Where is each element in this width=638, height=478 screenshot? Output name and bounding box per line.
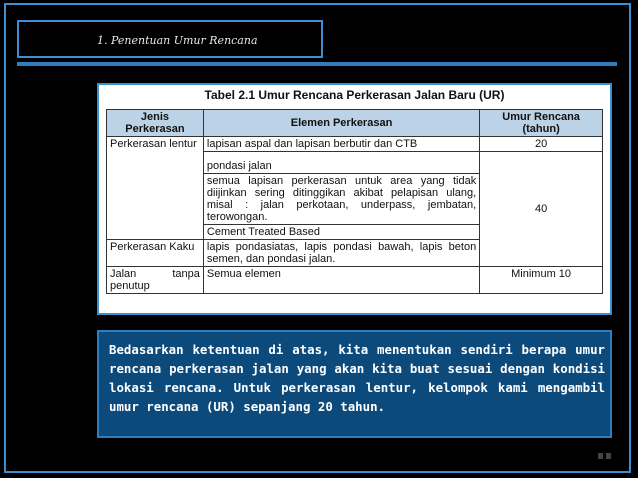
conclusion-panel [97, 330, 612, 438]
cell-umur: 20 [480, 137, 603, 152]
cell-umur: 40 [480, 152, 603, 267]
table-caption: Tabel 2.1 Umur Rencana Perkerasan Jalan Baru (UR) [204, 88, 505, 102]
slide-title: 1. Penentuan Umur Rencana [97, 34, 258, 47]
cell-elemen: pondasi jalan [203, 152, 479, 174]
cell-elemen: lapis pondasiatas, lapis pondasi bawah, lapis beton semen, dan pondasi jalan. [203, 240, 479, 267]
umur-rencana-table [106, 109, 603, 294]
header-umur: Umur Rencana (tahun) [480, 110, 603, 137]
title-divider [17, 62, 617, 66]
header-jenis: Jenis Perkerasan [107, 110, 204, 137]
cell-elemen: Semua elemen [203, 267, 479, 294]
conclusion-paragraph: Bedasarkan ketentuan di atas, kita menentukan sendiri berapa umur rencana perkerasan jalan yang akan kita buat sesuai dengan kondisi lokasi rencana. Untuk perkerasan lentur, kelompok kami mengambil umur rencana (UR) sepanjang 20 tahun. [109, 342, 605, 414]
cell-umur: Minimum 10 [480, 267, 603, 294]
table-header-row [107, 110, 603, 137]
table-image [97, 83, 612, 315]
cell-jenis: Perkerasan lentur [107, 137, 204, 240]
cell-jenis: Perkerasan Kaku [107, 240, 204, 267]
table-row [107, 137, 603, 152]
table-row [107, 267, 603, 294]
cell-elemen: lapisan aspal dan lapisan berbutir dan CTB [203, 137, 479, 152]
header-elemen: Elemen Perkerasan [203, 110, 479, 137]
cell-elemen: semua lapisan perkerasan untuk area yang tidak diijinkan sering ditinggikan akibat pelapisan ulang, misal : jalan perkotaan, underpass, jembatan, terowongan. [203, 174, 479, 225]
cell-elemen: Cement Treated Based [203, 225, 479, 240]
slide-nav-icon[interactable] [598, 452, 612, 460]
cell-jenis: Jalan tanpa penutup [107, 267, 204, 294]
